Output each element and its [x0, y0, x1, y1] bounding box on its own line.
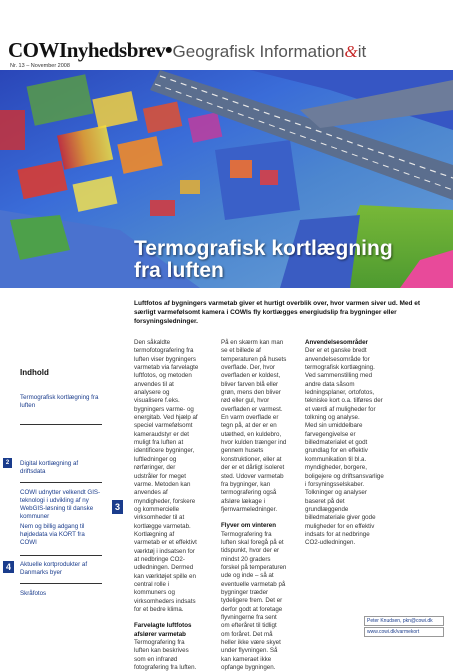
- toc-page-number-large: 3: [112, 500, 123, 514]
- headline-line-2: fra luften: [134, 259, 224, 282]
- toc-page-number: 2: [3, 458, 12, 468]
- toc-item-skraafotos[interactable]: Skråfotos: [20, 590, 47, 597]
- brand-it: it: [357, 42, 367, 61]
- article-column-3: [305, 339, 385, 548]
- article-paragraph: Termografering fra luften skal foregå på et tidspunkt, hvor der er mindst 20 graders forskel på temperaturen ude og inde – så at eventuelle varmetab på bygninger træder tydeligere frem. Det er derfor godt at foretage flyvningerne fra sent om efteråret til tidligt om foråret. Det må heller ikke være skyet under flyvningen. Så kan kameraet ikke opfange bygningen.: [221, 530, 287, 672]
- cowi-logo: COWI: [8, 38, 67, 62]
- article-subheading: Anvendelsesområder: [305, 339, 368, 346]
- toc-divider: [20, 482, 102, 483]
- article-subheading: Farvelagte luftfotos afslører varmetab: [134, 622, 192, 638]
- toc-divider: [20, 583, 102, 584]
- toc-item-termografisk[interactable]: Termografisk kortlægning fra luften: [20, 394, 99, 409]
- article-paragraph: Med sin umiddelbare farvegengivelse er billedmaterialet et godt grundlag for en effektiv kommunikation til bl.a. myndigheder, borgere, boligejere og driftsansvarlige i forsyningsselskaber. Tolkninger og analyser baseret på det grundlæggende billedmateriale giver gode muligheder for en effektiv indsats for at nedbringe CO2-udledningen.: [305, 422, 384, 547]
- brand-ampersand: &: [344, 42, 358, 61]
- masthead: [0, 0, 453, 68]
- article-paragraph: På en skærm kan man se et billede af temperaturen på husets overflade. Der, hvor overfladen er koldest, bliver farven blå eller grøn, mens den bliver rød eller gul, hvor overfladen er varmest. En varm overflade er tegn på, at der er en utæthed, en kuldebro, hvor kulden trænger ind gennem husets konstruktioner, eller at der er et dårligt isoleret sted. Udover varmetab fra bygninger, kan termografering også afsløre lækage i fjernvarmeledninger.: [221, 339, 287, 513]
- main-headline: [134, 238, 434, 282]
- article-subheading: Flyver om vinteren: [221, 522, 277, 530]
- toc-divider: [20, 424, 102, 425]
- article-paragraph: Termografering fra luften kan beskrives som en infrarød fotografering fra luften.: [134, 639, 197, 672]
- lead-paragraph: Luftfotos af bygningers varmetab giver et hurtigt overblik over, hvor varmen siver ud. Med et særligt varmefølsomt kamera i COWIs fly kortlægges energiudslip fra bygninger eller forsyningsledninger.: [134, 300, 421, 325]
- brand-nyhedsbrev: nyhedsbrev: [66, 38, 166, 62]
- brand-geo: Geografisk Information: [172, 42, 345, 61]
- article-paragraph: Kortlægning af varmetab er et effektivt værktøj i indsatsen for at nedbringe CO2-udledningen. Dermed kan værktøjet spille en central rolle i kommuners og virksomheders indsats for et bedre klima.: [134, 530, 197, 613]
- toc-item-digital-kortlaegning[interactable]: Digital kortlægning af driftsdata: [20, 460, 79, 475]
- website-link[interactable]: www.cowi.dk/varmekort: [364, 627, 444, 637]
- issue-number: Nr. 13 – November 2008: [10, 63, 70, 69]
- article-paragraph: Den såkaldte termofotografering fra luften viser bygningers varmetab via farvelagte luftfotos, og metoden anvendes til at analysere og visualisere f.eks. bygningers varme- og energitab. Ved hjælp af speciel varmefølsomt kameraudstyr er det muligt fra luften at identificere bygninger, luftledninger og rørføringer, der udstråler for meget varme. Metoden kan anvendes af myndigheder, forskere og kommercielle virksomheder til at kortlægge varmetab.: [134, 339, 199, 530]
- toc-page-number: 4: [3, 561, 14, 573]
- headline-line-1: Termografisk kortlægning: [134, 237, 393, 260]
- toc-item-webgis[interactable]: COWI udnytter velkendt GIS-teknologi i udvikling af ny WebGIS-løsning til danske kommuner: [20, 489, 101, 520]
- article-column-1: [134, 339, 200, 672]
- article-column-2: [221, 339, 287, 672]
- brand-dot: •: [165, 39, 173, 62]
- article-paragraph: Der er et ganske bredt anvendelsesområde for termografisk kortlægning. Ved sammenstilling med andre data såsom ledningsplaner, ortofotos, tekniske kort o.a. tilføres der et værdi af muligheder for tolkning og analyse.: [305, 347, 383, 422]
- contact-email-link[interactable]: Peter Knudsen, pkn@cowi.dk: [364, 616, 444, 626]
- toc-item-kortprodukter[interactable]: Aktuelle kortprodukter af Danmarks byer: [20, 561, 88, 576]
- newsletter-brand: [8, 40, 366, 62]
- toc-title: Indhold: [20, 368, 49, 377]
- contact-box: [364, 616, 444, 638]
- toc-item-hoejdedata[interactable]: Nem og billig adgang til højdedata via KORT fra COWI: [20, 523, 85, 546]
- toc-divider: [20, 555, 102, 556]
